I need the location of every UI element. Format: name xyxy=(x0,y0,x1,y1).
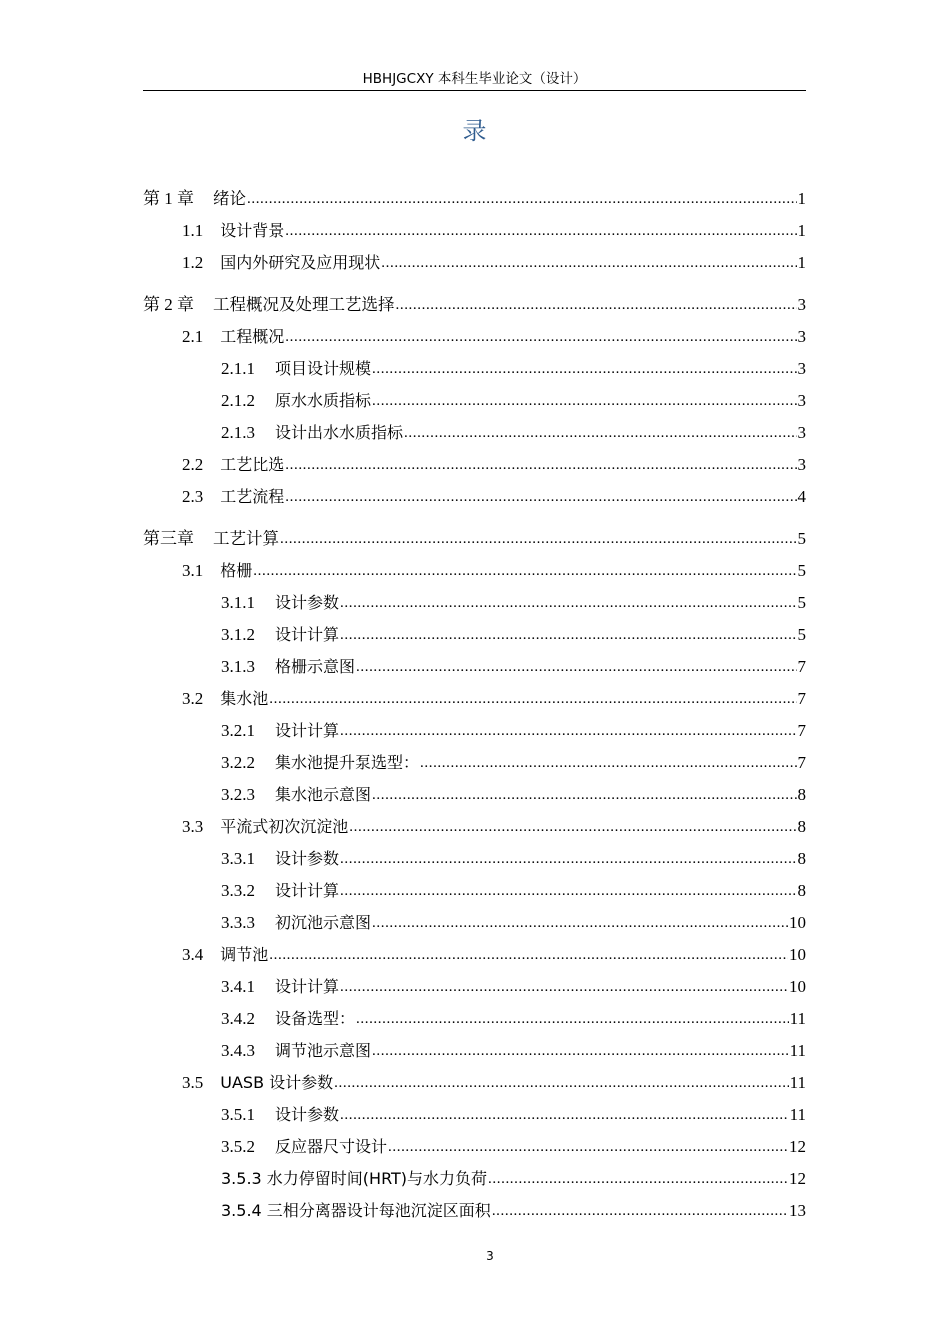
toc-leader-dots xyxy=(340,971,788,1003)
toc-entry[interactable] xyxy=(143,417,806,449)
toc-entry-number: 3.3 xyxy=(182,817,204,836)
toc-leader-dots xyxy=(334,1067,788,1099)
toc-entry[interactable] xyxy=(143,811,806,843)
toc-entry[interactable] xyxy=(143,619,806,651)
toc-entry-title: 设计出水水质指标 xyxy=(275,423,404,442)
toc-entry-page: 7 xyxy=(797,657,806,676)
toc-entry-page: 13 xyxy=(789,1201,806,1220)
toc-entry-page: 3 xyxy=(797,327,806,346)
toc-entry-page: 8 xyxy=(797,881,806,900)
toc-leader-dots xyxy=(372,779,796,811)
toc-entry[interactable] xyxy=(143,1131,806,1163)
toc-entry[interactable] xyxy=(143,1099,806,1131)
toc-leader-dots xyxy=(381,247,796,279)
toc-entry-number: 第 1 章 xyxy=(143,189,194,208)
toc-chapter-entry[interactable] xyxy=(143,523,806,555)
toc-entry[interactable] xyxy=(143,779,806,811)
toc-entry[interactable] xyxy=(143,1003,806,1035)
toc-entry-page: 7 xyxy=(797,721,806,740)
toc-entry[interactable] xyxy=(143,1035,806,1067)
toc-leader-dots xyxy=(285,321,796,353)
toc-entry-number: 3.2.2 xyxy=(221,753,255,772)
toc-leader-dots xyxy=(340,587,796,619)
toc-entry-title: 工艺比选 xyxy=(220,455,285,474)
page-number: 3 xyxy=(486,1249,494,1263)
toc-entry[interactable] xyxy=(143,715,806,747)
toc-entry-number: 1.2 xyxy=(182,253,204,272)
toc-entry-title: 原水水质指标 xyxy=(275,391,372,410)
toc-entry-page: 7 xyxy=(797,753,806,772)
toc-entry-title: 初沉池示意图 xyxy=(275,913,372,932)
toc-entry-number: 3.4.3 xyxy=(221,1041,255,1060)
toc-entry-page: 10 xyxy=(789,913,806,932)
toc-entry-title: 调节池 xyxy=(220,945,269,964)
toc-entry[interactable] xyxy=(143,247,806,279)
toc-leader-dots xyxy=(269,939,788,971)
toc-leader-dots xyxy=(285,449,796,481)
toc-entry-number: 3.1.3 xyxy=(221,657,255,676)
toc-entry-page: 8 xyxy=(797,817,806,836)
toc-entry[interactable] xyxy=(143,971,806,1003)
toc-entry-title: 国内外研究及应用现状 xyxy=(220,253,381,272)
toc-entry-page: 5 xyxy=(797,625,806,644)
toc-entry-number: 3.5.1 xyxy=(221,1105,255,1124)
toc-entry-number: 3.1.1 xyxy=(221,593,255,612)
toc-leader-dots xyxy=(372,385,796,417)
toc-entry-number: 3.3.1 xyxy=(221,849,255,868)
page-header: HBHJGCXY 本科生毕业论文（设计） xyxy=(362,71,587,87)
toc-entry[interactable] xyxy=(143,215,806,247)
toc-entry-number: 2.1 xyxy=(182,327,204,346)
toc-entry-page: 3 xyxy=(797,391,806,410)
toc-entry[interactable] xyxy=(143,449,806,481)
toc-leader-dots xyxy=(349,811,796,843)
toc-entry-number: 3.4.1 xyxy=(221,977,255,996)
toc-entry-title: 反应器尺寸设计 xyxy=(275,1137,388,1156)
toc-entry-number: 3.4 xyxy=(182,945,204,964)
toc-leader-dots xyxy=(488,1163,788,1195)
toc-leader-dots xyxy=(280,523,797,555)
toc-entry-title: 集水池 xyxy=(220,689,269,708)
toc-entry-number: 2.3 xyxy=(182,487,204,506)
toc-entry-title: 项目设计规模 xyxy=(275,359,372,378)
toc-leader-dots xyxy=(247,183,797,215)
toc-entry-title: 设计计算 xyxy=(275,977,340,996)
toc-entry-page: 11 xyxy=(789,1009,806,1028)
toc-entry-title: 设计参数 xyxy=(275,593,340,612)
toc-entry[interactable] xyxy=(143,1163,806,1195)
toc-entry-page: 12 xyxy=(789,1137,806,1156)
toc-entry-page: 3 xyxy=(797,359,806,378)
toc-title: 录 xyxy=(462,117,487,145)
toc-entry[interactable] xyxy=(143,321,806,353)
toc-entry-page: 3 xyxy=(797,423,806,442)
toc-entry[interactable] xyxy=(143,907,806,939)
toc-entry-number: 3.2 xyxy=(182,689,204,708)
toc-entry-title: 平流式初次沉淀池 xyxy=(220,817,349,836)
toc-entry-number: 3.5 xyxy=(182,1073,204,1092)
toc-entry-number: 第三章 xyxy=(143,529,194,548)
toc-entry[interactable] xyxy=(143,353,806,385)
toc-entry[interactable] xyxy=(143,587,806,619)
toc-entry[interactable] xyxy=(143,1067,806,1099)
toc-leader-dots xyxy=(340,843,796,875)
toc-entry-page: 5 xyxy=(797,529,806,548)
toc-leader-dots xyxy=(404,417,796,449)
toc-entry-title: 设计计算 xyxy=(275,881,340,900)
toc-chapter-entry[interactable] xyxy=(143,289,806,321)
toc-entry[interactable] xyxy=(143,481,806,513)
toc-entry-page: 3 xyxy=(797,455,806,474)
toc-leader-dots xyxy=(340,715,796,747)
toc-entry-title: 格栅 xyxy=(220,561,253,580)
toc-entry-title: 工艺流程 xyxy=(220,487,285,506)
toc-entry[interactable] xyxy=(143,555,806,587)
toc-leader-dots xyxy=(372,353,796,385)
toc-chapter-entry[interactable] xyxy=(143,183,806,215)
toc-entry[interactable] xyxy=(143,939,806,971)
toc-entry-number: 3.4.2 xyxy=(221,1009,255,1028)
toc-entry-title: 设计背景 xyxy=(220,221,285,240)
toc-entry-number: 1.1 xyxy=(182,221,204,240)
toc-entry-number: 3.3.2 xyxy=(221,881,255,900)
toc-entry-title: 3.5.4 三相分离器设计每池沉淀区面积 xyxy=(221,1201,491,1220)
table-of-contents xyxy=(143,183,806,1227)
toc-entry-title: UASB 设计参数 xyxy=(220,1073,334,1092)
toc-entry-number: 3.2.1 xyxy=(221,721,255,740)
toc-entry-number: 3.2.3 xyxy=(221,785,255,804)
toc-leader-dots xyxy=(396,289,797,321)
toc-entry-number: 3.5.2 xyxy=(221,1137,255,1156)
toc-leader-dots xyxy=(356,651,796,683)
toc-entry-number: 第 2 章 xyxy=(143,295,194,314)
toc-leader-dots xyxy=(420,747,796,779)
toc-leader-dots xyxy=(372,907,788,939)
toc-entry-number: 3.3.3 xyxy=(221,913,255,932)
toc-entry-number: 3.1.2 xyxy=(221,625,255,644)
toc-entry-page: 1 xyxy=(797,221,806,240)
toc-entry-page: 3 xyxy=(797,295,806,314)
toc-entry-title: 设计计算 xyxy=(275,625,340,644)
toc-leader-dots xyxy=(340,1099,789,1131)
toc-entry-number: 3.1 xyxy=(182,561,204,580)
toc-entry-page: 4 xyxy=(797,487,806,506)
toc-entry-title: 设计参数 xyxy=(275,1105,340,1124)
toc-entry-page: 8 xyxy=(797,849,806,868)
toc-entry-title: 工程概况 xyxy=(220,327,285,346)
toc-leader-dots xyxy=(388,1131,788,1163)
toc-entry-title: 设备选型： xyxy=(275,1009,356,1028)
toc-entry-page: 1 xyxy=(797,253,806,272)
toc-entry-page: 5 xyxy=(797,561,806,580)
header-rule xyxy=(143,90,806,91)
toc-entry-page: 5 xyxy=(797,593,806,612)
toc-entry-page: 8 xyxy=(797,785,806,804)
toc-leader-dots xyxy=(285,215,796,247)
toc-entry-title: 3.5.3 水力停留时间(HRT)与水力负荷 xyxy=(221,1169,488,1188)
toc-entry-title: 集水池提升泵选型： xyxy=(275,753,420,772)
toc-entry-page: 11 xyxy=(789,1073,806,1092)
toc-leader-dots xyxy=(356,1003,789,1035)
toc-entry-title: 集水池示意图 xyxy=(275,785,372,804)
toc-entry-title: 调节池示意图 xyxy=(275,1041,372,1060)
toc-entry-number: 2.1.3 xyxy=(221,423,255,442)
toc-entry-page: 1 xyxy=(797,189,806,208)
toc-entry[interactable] xyxy=(143,1195,806,1227)
toc-entry-page: 12 xyxy=(789,1169,806,1188)
toc-leader-dots xyxy=(372,1035,789,1067)
toc-entry-page: 10 xyxy=(789,945,806,964)
toc-entry[interactable] xyxy=(143,875,806,907)
toc-entry-number: 2.1.2 xyxy=(221,391,255,410)
toc-entry-title: 设计计算 xyxy=(275,721,340,740)
toc-leader-dots xyxy=(340,619,796,651)
toc-entry-page: 7 xyxy=(797,689,806,708)
toc-leader-dots xyxy=(492,1195,788,1227)
toc-entry-title: 设计参数 xyxy=(275,849,340,868)
toc-entry[interactable] xyxy=(143,843,806,875)
toc-leader-dots xyxy=(269,683,796,715)
toc-entry[interactable] xyxy=(143,747,806,779)
toc-entry-number: 2.2 xyxy=(182,455,204,474)
toc-entry-title: 绪论 xyxy=(213,189,246,208)
toc-entry-title: 工程概况及处理工艺选择 xyxy=(213,295,395,314)
toc-entry[interactable] xyxy=(143,683,806,715)
toc-entry-title: 格栅示意图 xyxy=(275,657,356,676)
toc-entry[interactable] xyxy=(143,385,806,417)
toc-entry-page: 11 xyxy=(789,1105,806,1124)
toc-entry-number: 2.1.1 xyxy=(221,359,255,378)
toc-entry-title: 工艺计算 xyxy=(213,529,279,548)
toc-leader-dots xyxy=(340,875,796,907)
toc-entry-page: 10 xyxy=(789,977,806,996)
toc-leader-dots xyxy=(285,481,796,513)
toc-entry-page: 11 xyxy=(789,1041,806,1060)
toc-entry[interactable] xyxy=(143,651,806,683)
toc-leader-dots xyxy=(253,555,796,587)
